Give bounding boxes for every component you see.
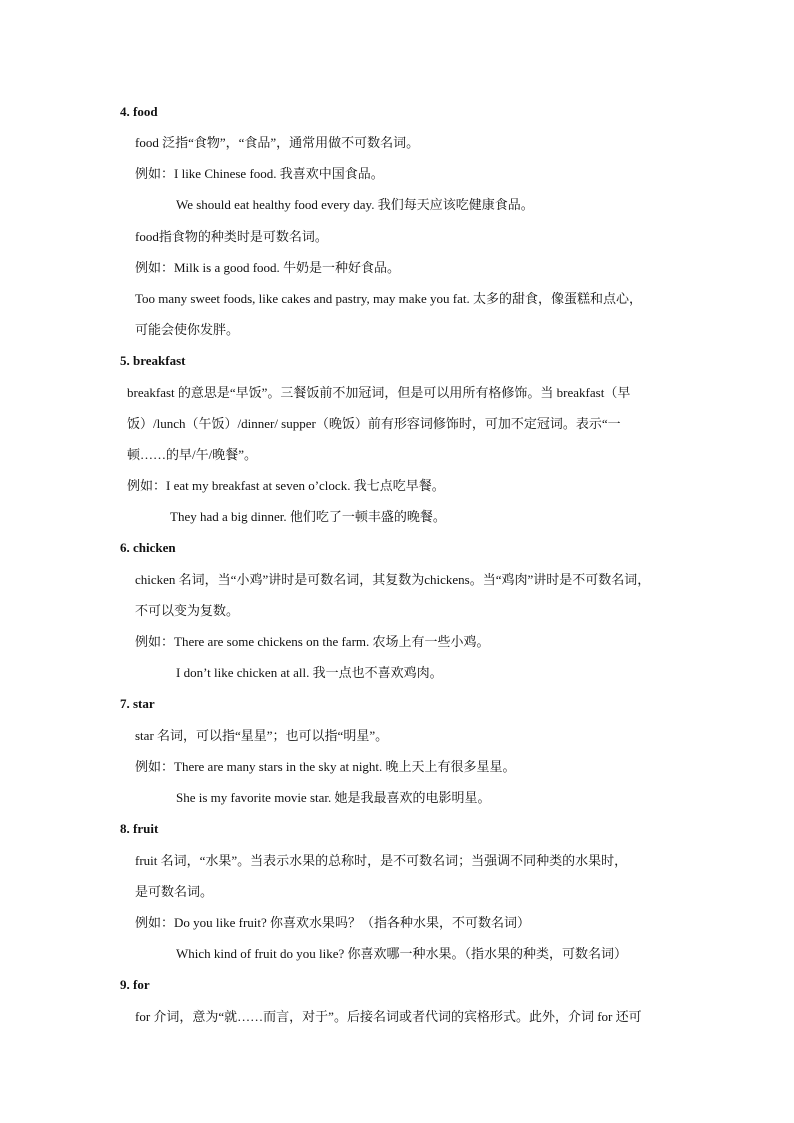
section-heading-food: 4. food — [120, 104, 158, 119]
example-line: 例如：I eat my breakfast at seven o’clock. 我七点吃早餐。 — [127, 478, 445, 493]
section-heading-breakfast: 5. breakfast — [120, 353, 186, 368]
section-heading-for: 9. for — [120, 977, 150, 992]
section-heading-fruit: 8. fruit — [120, 821, 159, 836]
example-line: 例如：There are many stars in the sky at night. 晚上天上有很多星星。 — [135, 759, 516, 774]
body-line: 是可数名词。 — [135, 884, 214, 899]
body-line: 顿……的早/午/晚餐”。 — [127, 447, 257, 462]
body-line: star 名词，可以指“星星”；也可以指“明星”。 — [135, 728, 389, 743]
body-line: food指食物的种类时是可数名词。 — [135, 229, 328, 244]
example-line: Too many sweet foods, like cakes and pastry, may make you fat. 太多的甜食，像蛋糕和点心， — [135, 291, 642, 306]
body-line: food 泛指“食物”，“食品”，通常用做不可数名词。 — [135, 135, 420, 150]
example-line: 可能会使你发胖。 — [135, 322, 240, 337]
example-line: They had a big dinner. 他们吃了一顿丰盛的晚餐。 — [170, 509, 446, 524]
example-line: 例如：I like Chinese food. 我喜欢中国食品。 — [135, 166, 384, 181]
section-heading-star: 7. star — [120, 696, 155, 711]
body-line: fruit 名词，“水果”。当表示水果的总称时，是不可数名词；当强调不同种类的水果时， — [135, 853, 628, 868]
body-line: 饭）/lunch（午饭）/dinner/ supper（晚饭）前有形容词修饰时，可加不定冠词。表示“一 — [127, 416, 621, 431]
example-line: 例如：Milk is a good food. 牛奶是一种好食品。 — [135, 260, 401, 275]
example-line: She is my favorite movie star. 她是我最喜欢的电影明星。 — [176, 790, 491, 805]
body-line: for 介词，意为“就……而言，对于”。后接名词或者代词的宾格形式。此外，介词 for 还可 — [135, 1009, 642, 1024]
example-line: Which kind of fruit do you like? 你喜欢哪一种水果。（指水果的种类，可数名词） — [176, 946, 627, 961]
body-line: chicken 名词，当“小鸡”讲时是可数名词，其复数为chickens。当“鸡肉”讲时是不可数名词， — [135, 572, 651, 587]
example-line: We should eat healthy food every day. 我们每天应该吃健康食品。 — [176, 197, 534, 212]
example-line: 例如：Do you like fruit? 你喜欢水果吗？（指各种水果，不可数名词） — [135, 915, 531, 930]
body-line: breakfast 的意思是“早饭”。三餐饭前不加冠词，但是可以用所有格修饰。当 breakfast（早 — [127, 385, 631, 400]
example-line: 例如：There are some chickens on the farm. 农场上有一些小鸡。 — [135, 634, 490, 649]
body-line: 不可以变为复数。 — [135, 603, 240, 618]
section-heading-chicken: 6. chicken — [120, 540, 176, 555]
example-line: I don’t like chicken at all. 我一点也不喜欢鸡肉。 — [176, 665, 443, 680]
